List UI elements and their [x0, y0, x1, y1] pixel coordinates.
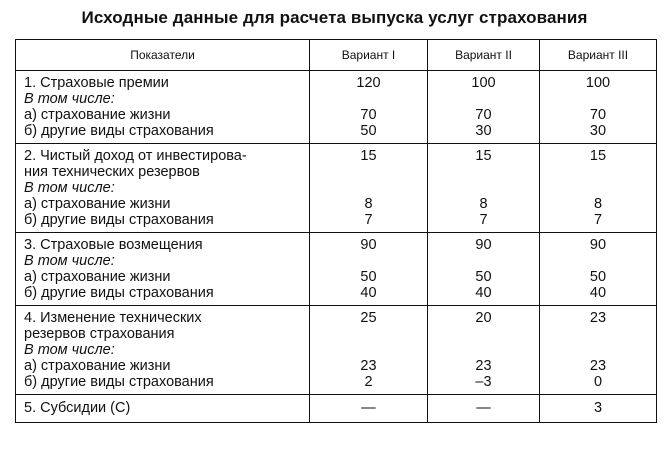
value-total: 15 — [360, 148, 377, 164]
row-title-cont: ния технических резервов — [24, 164, 200, 180]
cell-variant-3 — [540, 306, 657, 395]
value-other: 0 — [593, 374, 603, 390]
subitem-other: б) другие виды страхования — [24, 212, 214, 228]
table-row — [16, 71, 657, 144]
value-life: 23 — [589, 358, 607, 374]
cell-variant-2 — [428, 144, 540, 233]
value-other: 7 — [364, 212, 373, 228]
cell-variant-3 — [540, 71, 657, 144]
subitems-caption: В том числе: — [24, 180, 115, 196]
value-total: 23 — [589, 310, 607, 326]
value-other: 30 — [589, 123, 607, 139]
page-title: Исходные данные для расчета выпуска услуг страхования — [81, 8, 588, 27]
value-total: 100 — [471, 75, 496, 91]
subitem-life: а) страхование жизни — [24, 269, 171, 285]
value-life: 50 — [475, 269, 492, 285]
value-total: 90 — [589, 237, 607, 253]
cell-variant-1 — [310, 144, 428, 233]
value-total: 20 — [475, 310, 492, 326]
value-other: 50 — [360, 123, 377, 139]
cell-variant-1 — [310, 71, 428, 144]
subitem-life: а) страхование жизни — [24, 107, 171, 123]
value-total: 15 — [475, 148, 492, 164]
row-title-cont: резервов страхования — [24, 326, 175, 342]
value-life: 70 — [589, 107, 607, 123]
cell-variant-3 — [540, 395, 657, 423]
value-other: 40 — [475, 285, 492, 301]
cell-variant-2 — [428, 233, 540, 306]
subitems-caption: В том числе: — [24, 342, 115, 358]
header-variant-1: Вариант I — [310, 40, 428, 71]
subitems-caption: В том числе: — [24, 253, 115, 269]
value-total: 100 — [585, 75, 611, 91]
cell-variant-3 — [540, 144, 657, 233]
value-other: 2 — [364, 374, 373, 390]
subitems-caption: В том числе: — [24, 91, 115, 107]
value-total: 120 — [356, 75, 381, 91]
value-life: 8 — [364, 196, 373, 212]
value-life: 23 — [475, 358, 492, 374]
value-other: 40 — [360, 285, 377, 301]
cell-variant-1 — [310, 395, 428, 423]
row-label — [16, 144, 310, 233]
cell-variant-1 — [310, 233, 428, 306]
table-row — [16, 233, 657, 306]
row-label — [16, 71, 310, 144]
value-other: 7 — [479, 212, 488, 228]
row-title: 1. Страховые премии — [24, 75, 169, 91]
value-other: 40 — [589, 285, 607, 301]
row-title: 3. Страховые возмещения — [24, 237, 203, 253]
header-variant-2: Вариант II — [428, 40, 540, 71]
row-title: 2. Чистый доход от инвестирова- — [24, 148, 247, 164]
cell-variant-2 — [428, 306, 540, 395]
table-row — [16, 306, 657, 395]
subitem-other: б) другие виды страхования — [24, 374, 214, 390]
value-total: 25 — [360, 310, 377, 326]
cell-variant-3 — [540, 233, 657, 306]
value-life: 70 — [360, 107, 377, 123]
table-row — [16, 395, 657, 423]
header-variant-3: Вариант III — [540, 40, 657, 71]
row-label — [16, 233, 310, 306]
value-life: 70 — [475, 107, 492, 123]
cell-variant-1 — [310, 306, 428, 395]
header-indicators: Показатели — [16, 40, 310, 71]
subitem-life: а) страхование жизни — [24, 196, 171, 212]
value-life: 8 — [479, 196, 488, 212]
value-total: — — [476, 400, 491, 416]
value-other: 7 — [593, 212, 603, 228]
value-total: 90 — [360, 237, 377, 253]
value-total: 90 — [475, 237, 492, 253]
row-label — [16, 395, 310, 423]
cell-variant-2 — [428, 395, 540, 423]
value-life: 23 — [360, 358, 377, 374]
value-other: 30 — [475, 123, 492, 139]
row-title: 4. Изменение технических — [24, 310, 202, 326]
data-table — [15, 39, 657, 423]
table-header-row — [16, 40, 657, 71]
subitem-other: б) другие виды страхования — [24, 285, 214, 301]
subitem-other: б) другие виды страхования — [24, 123, 214, 139]
cell-variant-2 — [428, 71, 540, 144]
row-label — [16, 306, 310, 395]
value-other: –3 — [475, 374, 492, 390]
value-total: 15 — [589, 148, 607, 164]
value-life: 8 — [593, 196, 603, 212]
subitem-life: а) страхование жизни — [24, 358, 171, 374]
value-total: — — [361, 400, 376, 416]
row-title: 5. Субсидии (С) — [24, 400, 131, 416]
value-total: 3 — [593, 400, 603, 416]
value-life: 50 — [589, 269, 607, 285]
table-row — [16, 144, 657, 233]
value-life: 50 — [360, 269, 377, 285]
